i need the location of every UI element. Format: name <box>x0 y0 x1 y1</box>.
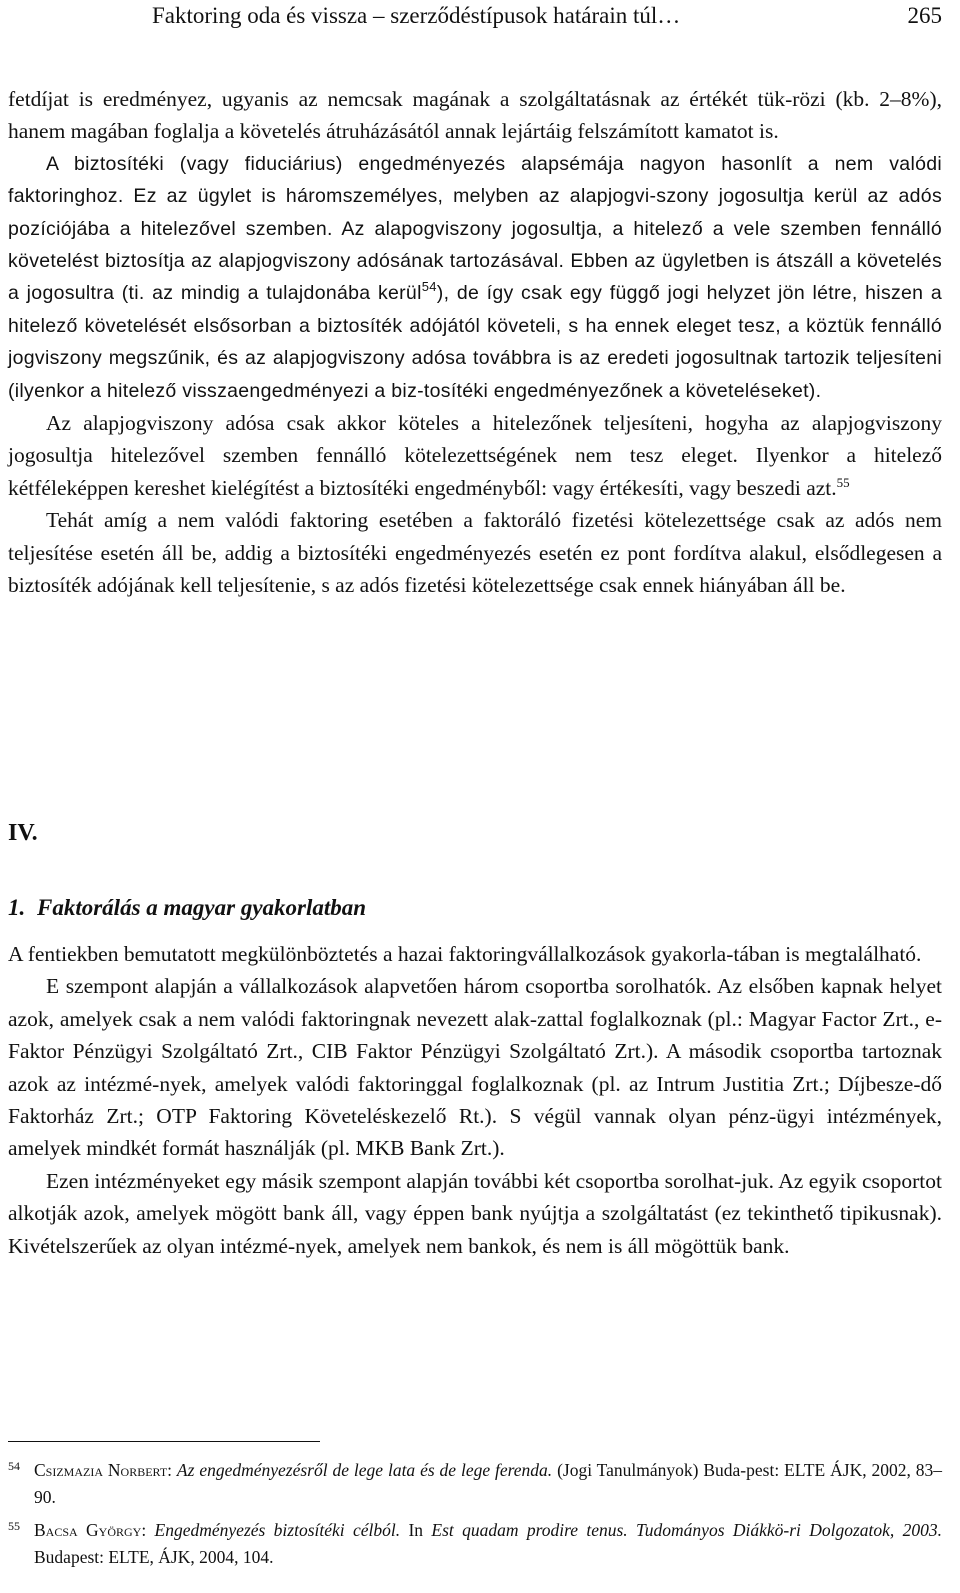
footnote-rest: Budapest: ELTE, ÁJK, 2004, 104. <box>34 1547 274 1567</box>
footnote-author: Csizmazia Norbert: <box>34 1460 173 1480</box>
page-number: 265 <box>907 3 942 28</box>
footnote-rest: (Jogi Tanulmányok) Buda-pest: ELTE ÁJK, 2002, 83–90. <box>34 1460 942 1507</box>
footnote-55 <box>8 1517 942 1571</box>
section-number: 1. <box>8 895 26 920</box>
paragraph-1: fetdíjat is eredményez, ugyanis az nemcsak magának a szolgáltatásnak az értékét tük-rözi (kb. 2–8%), hanem magában foglalja a követelés átruházásától annak lejártáig felszámított kamatot is. <box>8 87 942 144</box>
section-heading <box>8 895 366 921</box>
footnote-title: Az engedményezésről de lege lata és de lege ferenda. <box>176 1460 553 1480</box>
body-text-section <box>8 938 942 1262</box>
part-heading: IV. <box>8 820 38 846</box>
section-paragraph-1: A fentiekben bemutatott megkülönböztetés a hazai faktoringvállalkozások gyakorla-tában is megtalálható. <box>8 942 922 966</box>
footnote-title: Engedményezés biztosítéki célból. <box>154 1520 401 1540</box>
section-paragraph-2: E szempont alapján a vállalkozások alapvetően három csoportba sorolhatók. Az elsőben kapnak helyet azok, amelyek csak a nem valódi faktoringnak nevezett alak-zattal foglalkoznak (pl.: Magyar Factor Zrt., e-Faktor Pénzügyi Szolgáltató Zrt., CIB Faktor Pénzügyi Szolgáltató Zrt.). A második csoportba tartoznak azok az intézmé-nyek, amelyek valódi faktoringgal foglalkoznak (pl. az Intrum Justitia Zrt.; Díjbesze-dő Faktorház Zrt.; OTP Faktoring Követeléskezelő Rt.). S végül vannak olyan pénz-ügyi intézmények, amelyek mindkét formát használják (pl. MKB Bank Zrt.). <box>8 974 942 1161</box>
section-title: Faktorálás a magyar gyakorlatban <box>37 895 367 920</box>
paragraph-2 <box>8 148 942 407</box>
footnotes <box>8 1457 942 1577</box>
footnote-ref-55[interactable]: 55 <box>836 474 850 490</box>
running-title: Faktoring oda és vissza – szerződéstípusok határain túl… <box>152 3 681 28</box>
footnote-mid: In <box>400 1520 432 1540</box>
paragraph-2-part-b: Ez az ügylet is háromszemélyes, melyben az alapjogvi-szony jogosultja kerül az adós pozíciójába a hitelezővel szemben. Az alapogviszony jogosultja, a hitelező a vele szemben fennálló követelést biztosítja az alapjogviszony adósának tartozásával. Ebben az ügyletben is átszáll a követelés a jogosultra (ti. az mindig a tulajdonába kerül <box>8 185 942 305</box>
footnote-divider <box>8 1441 320 1442</box>
body-text-top <box>8 83 942 602</box>
paragraph-3-text: Az alapjogviszony adósa csak akkor köteles a hitelezőnek teljesíteni, hogyha az alapjogviszony jogosultja hitelezővel szemben fennálló kötelezettségének nem tesz eleget. Ilyenkor a hitelező kétféleképpen kereshet kielégítést a biztosítéki engedményből: vagy értékesíti, vagy beszedi azt. <box>8 411 942 500</box>
paragraph-2-part-a: A biztosítéki (vagy fiduciárius) engedményezés alapsémája nagyon hasonlít a nem valódi faktoringhoz. <box>8 152 942 208</box>
section-paragraph-3: Ezen intézményeket egy másik szempont alapján további két csoportba sorolhat-juk. Az egyik csoportot alkotják azok, amelyek mögött bank áll, vagy éppen bank nyújtja a szolgáltatást (ez tekinthető tipikusnak). Kivételszerűek az olyan intézmé-nyek, amelyek nem bankok, és nem is áll mögöttük bank. <box>8 1168 942 1258</box>
footnote-number: 55 <box>8 1519 20 1533</box>
paragraph-2-part-c: ), de így csak egy függő jogi helyzet jön létre, hiszen a hitelező követelését elsősorban a biztosíték adójától követeli, s ha ennek eleget tesz, a köztük fennálló jogviszony megszűnik, és az alapjogviszony adósa továbbra is az eredeti jogosultnak tartozik teljesíteni (ilyenkor a hitelező visszaengedményezi a biz-tosítéki engedményezőnek a követeléseket). <box>8 282 942 402</box>
footnote-number: 54 <box>8 1459 20 1473</box>
footnote-author: Bacsa György: <box>34 1520 147 1540</box>
paragraph-4: Tehát amíg a nem valódi faktoring esetében a faktoráló fizetési kötelezettsége csak az adós nem teljesítése esetén áll be, addig a biztosítéki engedményezés esetén ez pont fordítva alakul, elsődlegesen a biztosíték adójának kell teljesítenie, s az adós fizetési kötelezettsége csak ennek hiányában áll be. <box>8 508 942 598</box>
footnote-ref-54[interactable]: 54 <box>421 279 437 295</box>
footnote-54 <box>8 1457 942 1511</box>
paragraph-3 <box>8 407 942 504</box>
footnote-book: Est quadam prodire tenus. Tudományos Diákkö-ri Dolgozatok, 2003. <box>431 1520 943 1540</box>
